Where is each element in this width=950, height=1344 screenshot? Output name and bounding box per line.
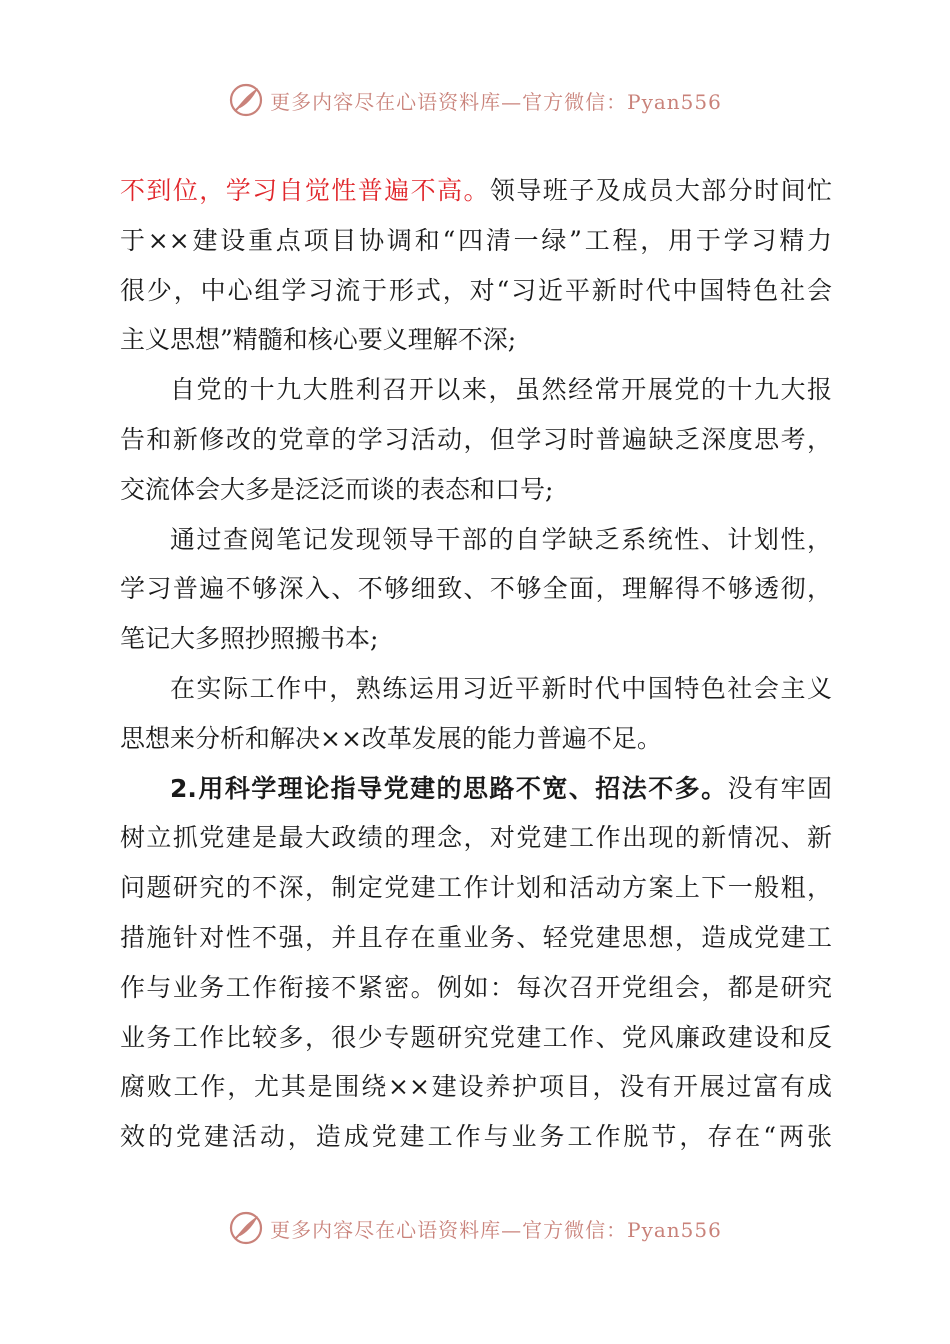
paragraph-2-line-1: 自党的十九大胜利召开以来，虽然经常开展党的十九大报 <box>170 375 832 405</box>
paragraph-4-line-2: 思想来分析和解决××改革发展的能力普遍不足。 <box>120 723 662 753</box>
section-heading: 2.用科学理论指导党建的思路不宽、招法不多。 <box>170 773 728 803</box>
document-body <box>120 166 832 1162</box>
paragraph-2-line-2: 告和新修改的党章的学习活动，但学习时普遍缺乏深度思考， <box>120 424 832 454</box>
paragraph-5-line-5: 作与业务工作衔接不紧密。例如：每次召开党组会，都是研究 <box>120 972 832 1002</box>
text-span: 没有牢固 <box>727 773 832 803</box>
paragraph-1-line-2: 于××建设重点项目协调和“四清一绿”工程，用于学习精力 <box>120 225 832 255</box>
header-banner-text: 更多内容尽在心语资料库—官方微信：Pyan556 <box>270 89 722 114</box>
paragraph-2-line-3: 交流体会大多是泛泛而谈的表态和口号; <box>120 474 554 504</box>
text-span: 领导班子及成员大部分时间忙 <box>489 176 832 205</box>
quill-pen-logo-icon <box>228 82 264 118</box>
footer-banner <box>0 1210 950 1246</box>
paragraph-4-line-1: 在实际工作中，熟练运用习近平新时代中国特色社会主义 <box>170 673 832 703</box>
paragraph-5-line-2: 树立抓党建是最大政绩的理念，对党建工作出现的新情况、新 <box>120 823 832 853</box>
paragraph-1-line-1 <box>120 166 832 216</box>
paragraph-5-line-7: 腐败工作，尤其是围绕××建设养护项目，没有开展过富有成 <box>120 1072 832 1102</box>
paragraph-3-line-2: 学习普遍不够深入、不够细致、不够全面，理解得不够透彻， <box>120 574 832 604</box>
paragraph-5-line-6: 业务工作比较多，很少专题研究党建工作、党风廉政建设和反 <box>120 1022 832 1052</box>
paragraph-5-line-3: 问题研究的不深，制定党建工作计划和活动方案上下一般粗， <box>120 873 832 903</box>
paragraph-5-line-8: 效的党建活动，造成党建工作与业务工作脱节，存在“两张 <box>120 1122 832 1152</box>
highlight-heading: 不到位，学习自觉性普遍不高。 <box>120 176 490 205</box>
quill-pen-logo-icon <box>228 1210 264 1246</box>
header-banner <box>0 82 950 118</box>
paragraph-3-line-1: 通过查阅笔记发现领导干部的自学缺乏系统性、计划性， <box>170 524 832 554</box>
paragraph-1-line-4: 主义思想”精髓和核心要义理解不深; <box>120 325 517 355</box>
paragraph-1-line-3: 很少，中心组学习流于形式，对“习近平新时代中国特色社会 <box>120 275 832 305</box>
footer-banner-text: 更多内容尽在心语资料库—官方微信：Pyan556 <box>270 1217 722 1242</box>
paragraph-3-line-3: 笔记大多照抄照搬书本; <box>120 624 379 654</box>
paragraph-5-line-1 <box>120 764 832 814</box>
paragraph-5-line-4: 措施针对性不强，并且存在重业务、轻党建思想，造成党建工 <box>120 922 832 952</box>
